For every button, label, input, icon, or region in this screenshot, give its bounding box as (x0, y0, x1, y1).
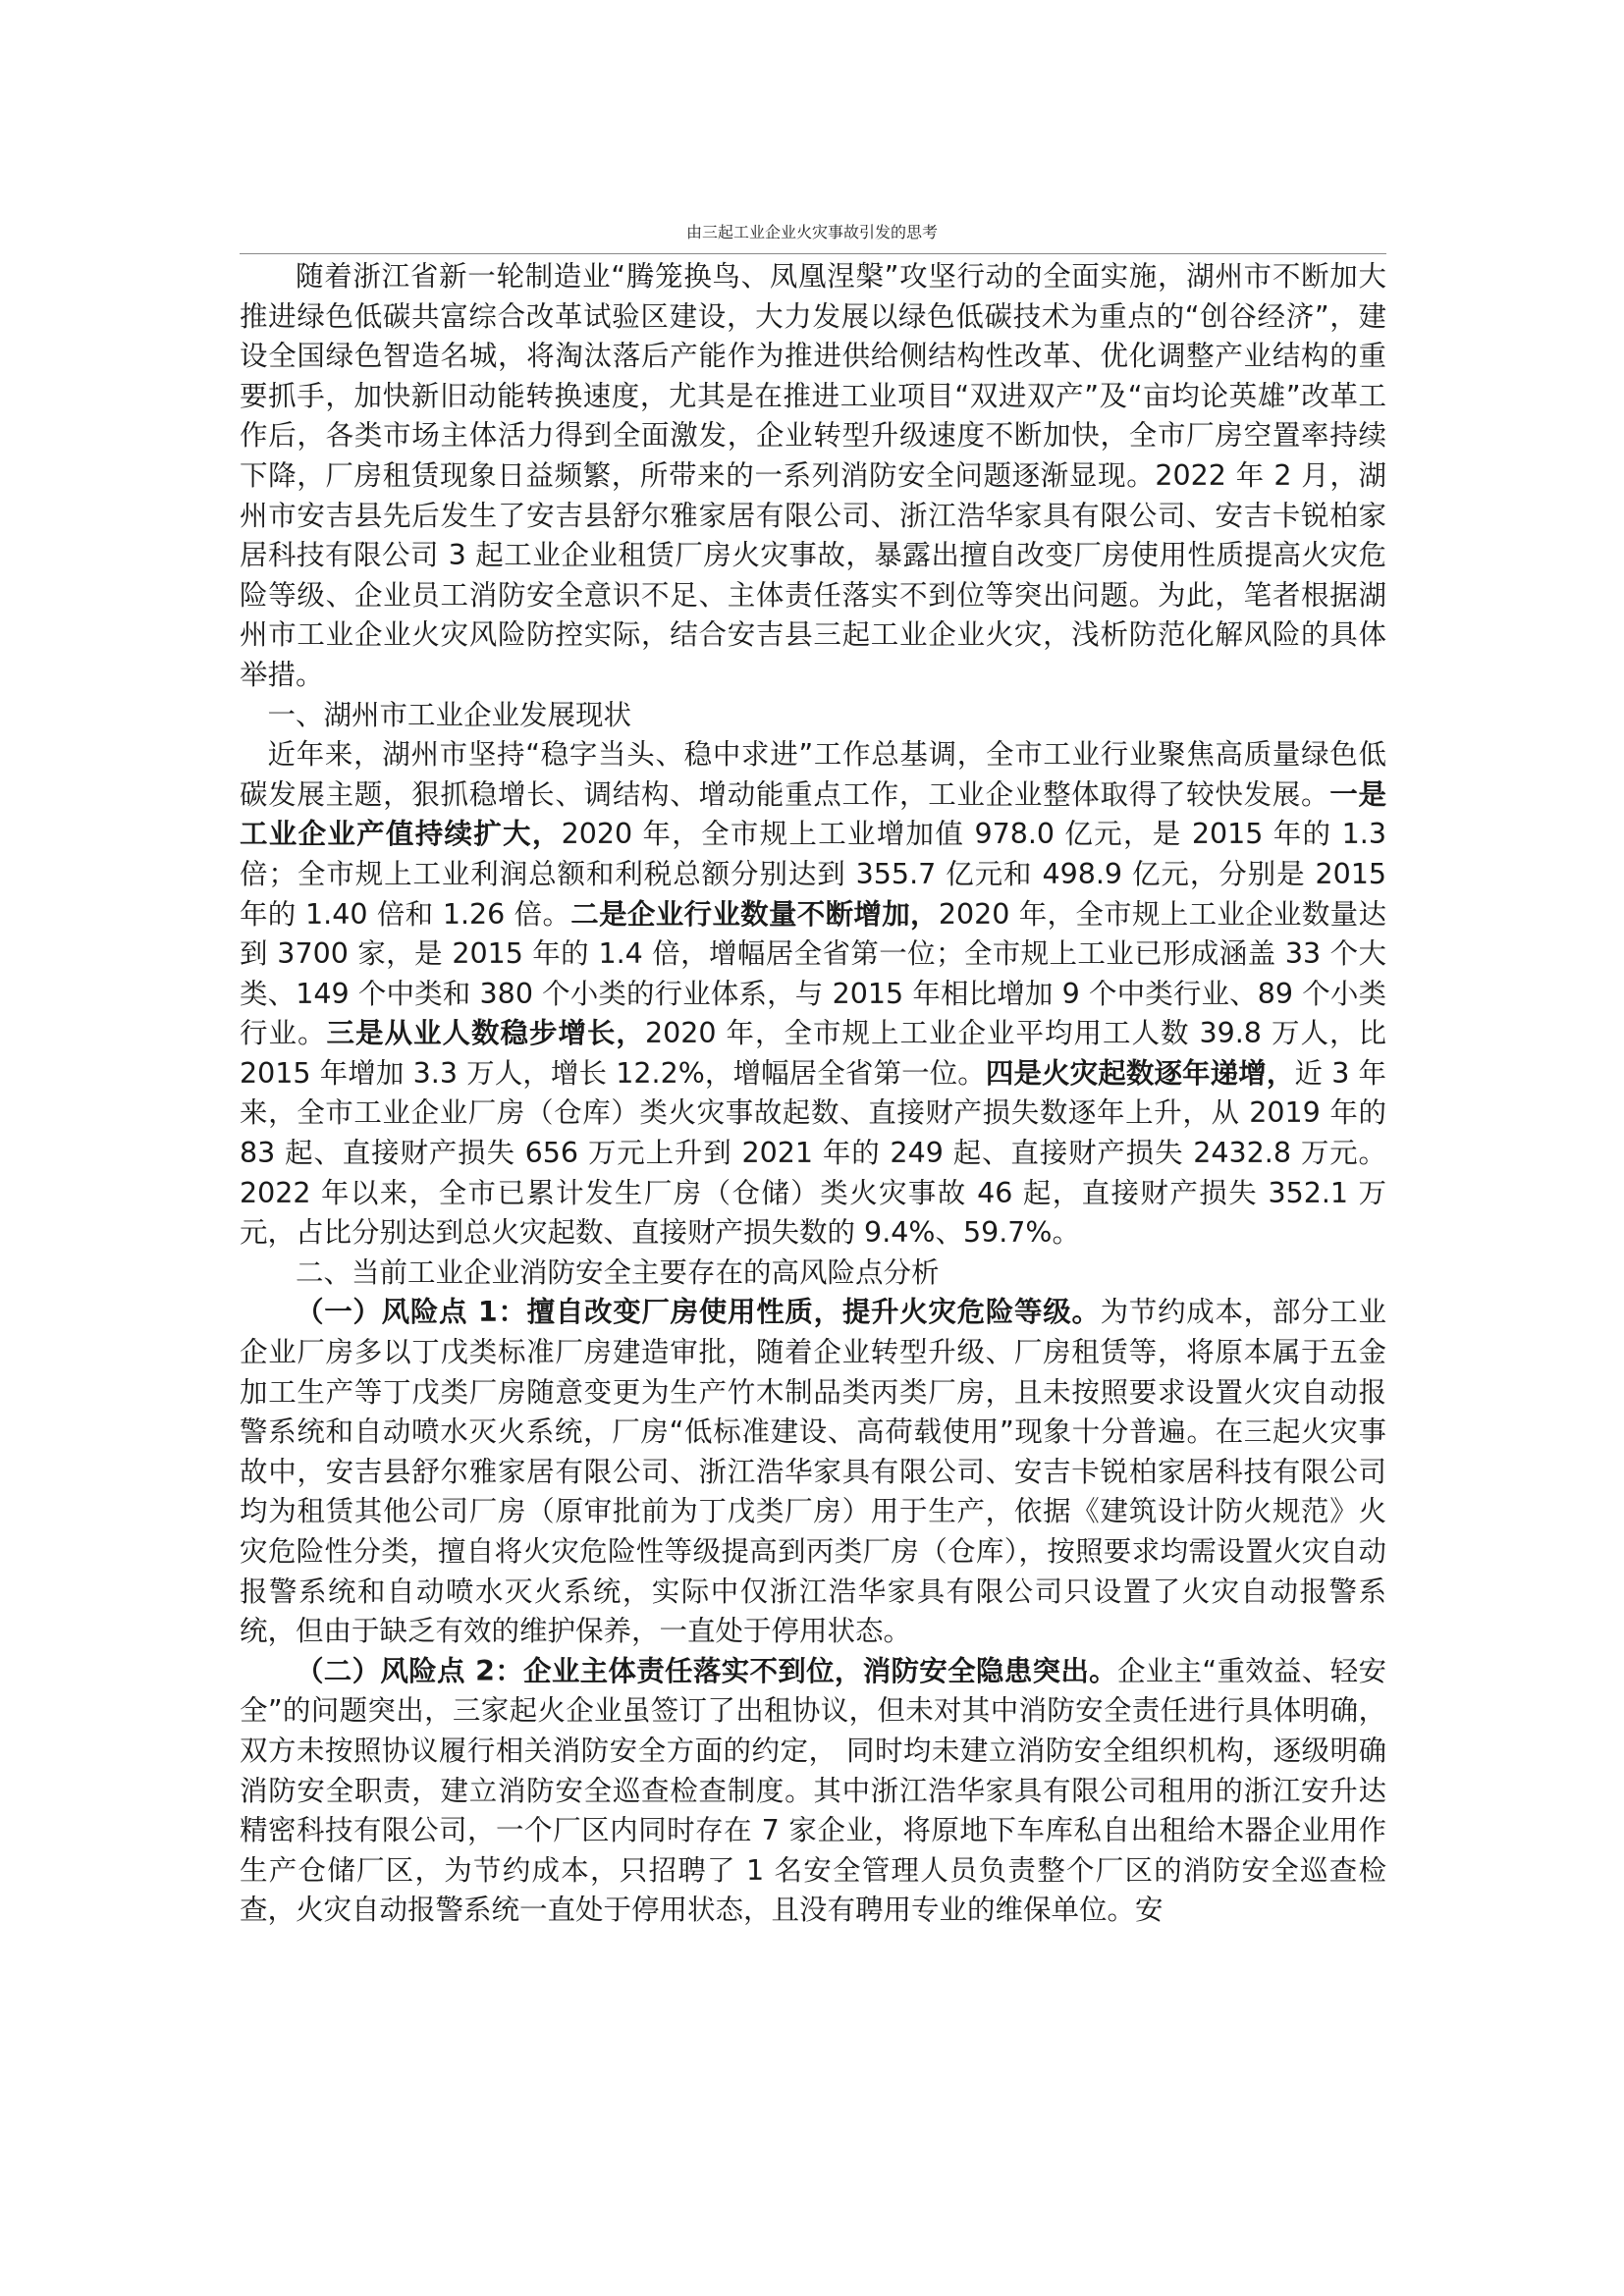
s1-point-2-text: 2020 年，全市规上工业企业数量达到 3700 家，是 2015 年的 1.4 倍，增幅居全省第一位；全市规上工业已形成涵盖 33 个大类、149 个中类和 380 个小类的行业体系，与 2015 年相比增加 9 个中类行业、89 个小类行业。 (240, 897, 1386, 1050)
risk-point-1-text: 为节约成本，部分工业企业厂房多以丁戊类标准厂房建造审批，随着企业转型升级、厂房租赁等，将原本属于五金加工生产等丁戊类厂房随意变更为生产竹木制品类丙类厂房，且未按照要求设置火灾自动报警系统和自动喷水灭火系统，厂房“低标准建设、高荷载使用”现象十分普遍。在三起火灾事故中，安吉县舒尔雅家居有限公司、浙江浩华家具有限公司、安吉卡锐柏家居科技有限公司均为租赁其他公司厂房（原审批前为丁戊类厂房）用于生产，依据《建筑设计防火规范》火灾危险性分类，擅自将火灾危险性等级提高到丙类厂房（仓库），按照要求均需设置火灾自动报警系统和自动喷水灭火系统，实际中仅浙江浩华家具有限公司只设置了火灾自动报警系统，但由于缺乏有效的维护保养，一直处于停用状态。 (240, 1296, 1386, 1648)
s1-point-3: 三是从业人数稳步增长， (326, 1017, 645, 1050)
s1-lead-text: 近年来，湖州市坚持“稳字当头、稳中求进”工作总基调，全市工业行业聚焦高质量绿色低碳发展主题，狠抓稳增长、调结构、增动能重点工作，工业企业整体取得了较快发展。 (240, 738, 1386, 811)
s1-point-1-text: 2020 年，全市规上工业增加值 978.0 亿元，是 2015 年的 1.3 倍；全市规上工业利润总额和利税总额分别达到 355.7 亿元和 498.9 亿元，分别是 2015 年的 1.40 倍和 1.26 倍。 (240, 818, 1386, 931)
running-header: 由三起工业企业火灾事故引发的思考 (685, 223, 938, 241)
risk-point-2-text: 企业主“重效益、轻安全”的问题突出，三家起火企业虽签订了出租协议，但未对其中消防安全责任进行具体明确，双方未按照协议履行相关消防安全方面的约定， 同时均未建立消防安全组织机构，逐级明确消防安全职责，建立消防安全巡查检查制度。其中浙江浩华家具有限公司租用的浙江安升达精密科技有限公司，一个厂区内同时存在 7 家企业，将原地下车库私自出租给木器企业用作生产仓储厂区，为节约成本，只招聘了 1 名安全管理人员负责整个厂区的消防安全巡查检查，火灾自动报警系统一直处于停用状态，且没有聘用专业的维保单位。安 (240, 1654, 1386, 1927)
header-divider (240, 253, 1386, 254)
s1-point-4: 四是火灾起数逐年递增， (985, 1056, 1295, 1090)
section-1-heading: 一、湖州市工业企业发展现状 (267, 698, 632, 731)
risk-point-1-heading: （一）风险点 1：擅自改变厂房使用性质，提升火灾危险等级。 (296, 1296, 1101, 1329)
risk-point-1-paragraph (240, 1293, 1386, 1651)
section-2-heading: 二、当前工业企业消防安全主要存在的高风险点分析 (296, 1255, 940, 1289)
risk-point-2-heading: （二）风险点 2：企业主体责任落实不到位，消防安全隐患突出。 (296, 1654, 1117, 1687)
document-body (240, 257, 1386, 1931)
risk-point-2-paragraph (240, 1652, 1386, 1931)
s1-point-3-text: 2020 年，全市规上工业企业平均用工人数 39.8 万人，比 2015 年增加 3.3 万人，增长 12.2%，增幅居全省第一位。 (240, 1017, 1386, 1090)
section-1-paragraph (240, 735, 1386, 1254)
intro-paragraph: 随着浙江省新一轮制造业“腾笼换鸟、凤凰涅槃”攻坚行动的全面实施，湖州市不断加大推进绿色低碳共富综合改革试验区建设，大力发展以绿色低碳技术为重点的“创谷经济”，建设全国绿色智造名城，将淘汰落后产能作为推进供给侧结构性改革、优化调整产业结构的重要抓手，加快新旧动能转换速度，尤其是在推进工业项目“双进双产”及“亩均论英雄”改革工作后，各类市场主体活力得到全面激发，企业转型升级速度不断加快，全市厂房空置率持续下降，厂房租赁现象日益频繁，所带来的一系列消防安全问题逐渐显现。2022 年 2 月，湖州市安吉县先后发生了安吉县舒尔雅家居有限公司、浙江浩华家具有限公司、安吉卡锐柏家居科技有限公司 3 起工业企业租赁厂房火灾事故，暴露出擅自改变厂房使用性质提高火灾危险等级、企业员工消防安全意识不足、主体责任落实不到位等突出问题。为此，笔者根据湖州市工业企业火灾风险防控实际，结合安吉县三起工业企业火灾，浅析防范化解风险的具体举措。 (240, 260, 1386, 691)
s1-point-2: 二是企业行业数量不断增加， (570, 897, 939, 931)
s1-point-1: 一是工业企业产值持续扩大， (240, 777, 1386, 851)
s1-point-4-text: 近 3 年来，全市工业企业厂房（仓库）类火灾事故起数、直接财产损失数逐年上升，从 2019 年的 83 起、直接财产损失 656 万元上升到 2021 年的 249 起、直接财产损失 2432.8 万元。2022 年以来，全市已累计发生厂房（仓储）类火灾事故 46 起，直接财产损失 352.1 万元，占比分别达到总火灾起数、直接财产损失数的 9.4%、59.7%。 (240, 1056, 1386, 1250)
